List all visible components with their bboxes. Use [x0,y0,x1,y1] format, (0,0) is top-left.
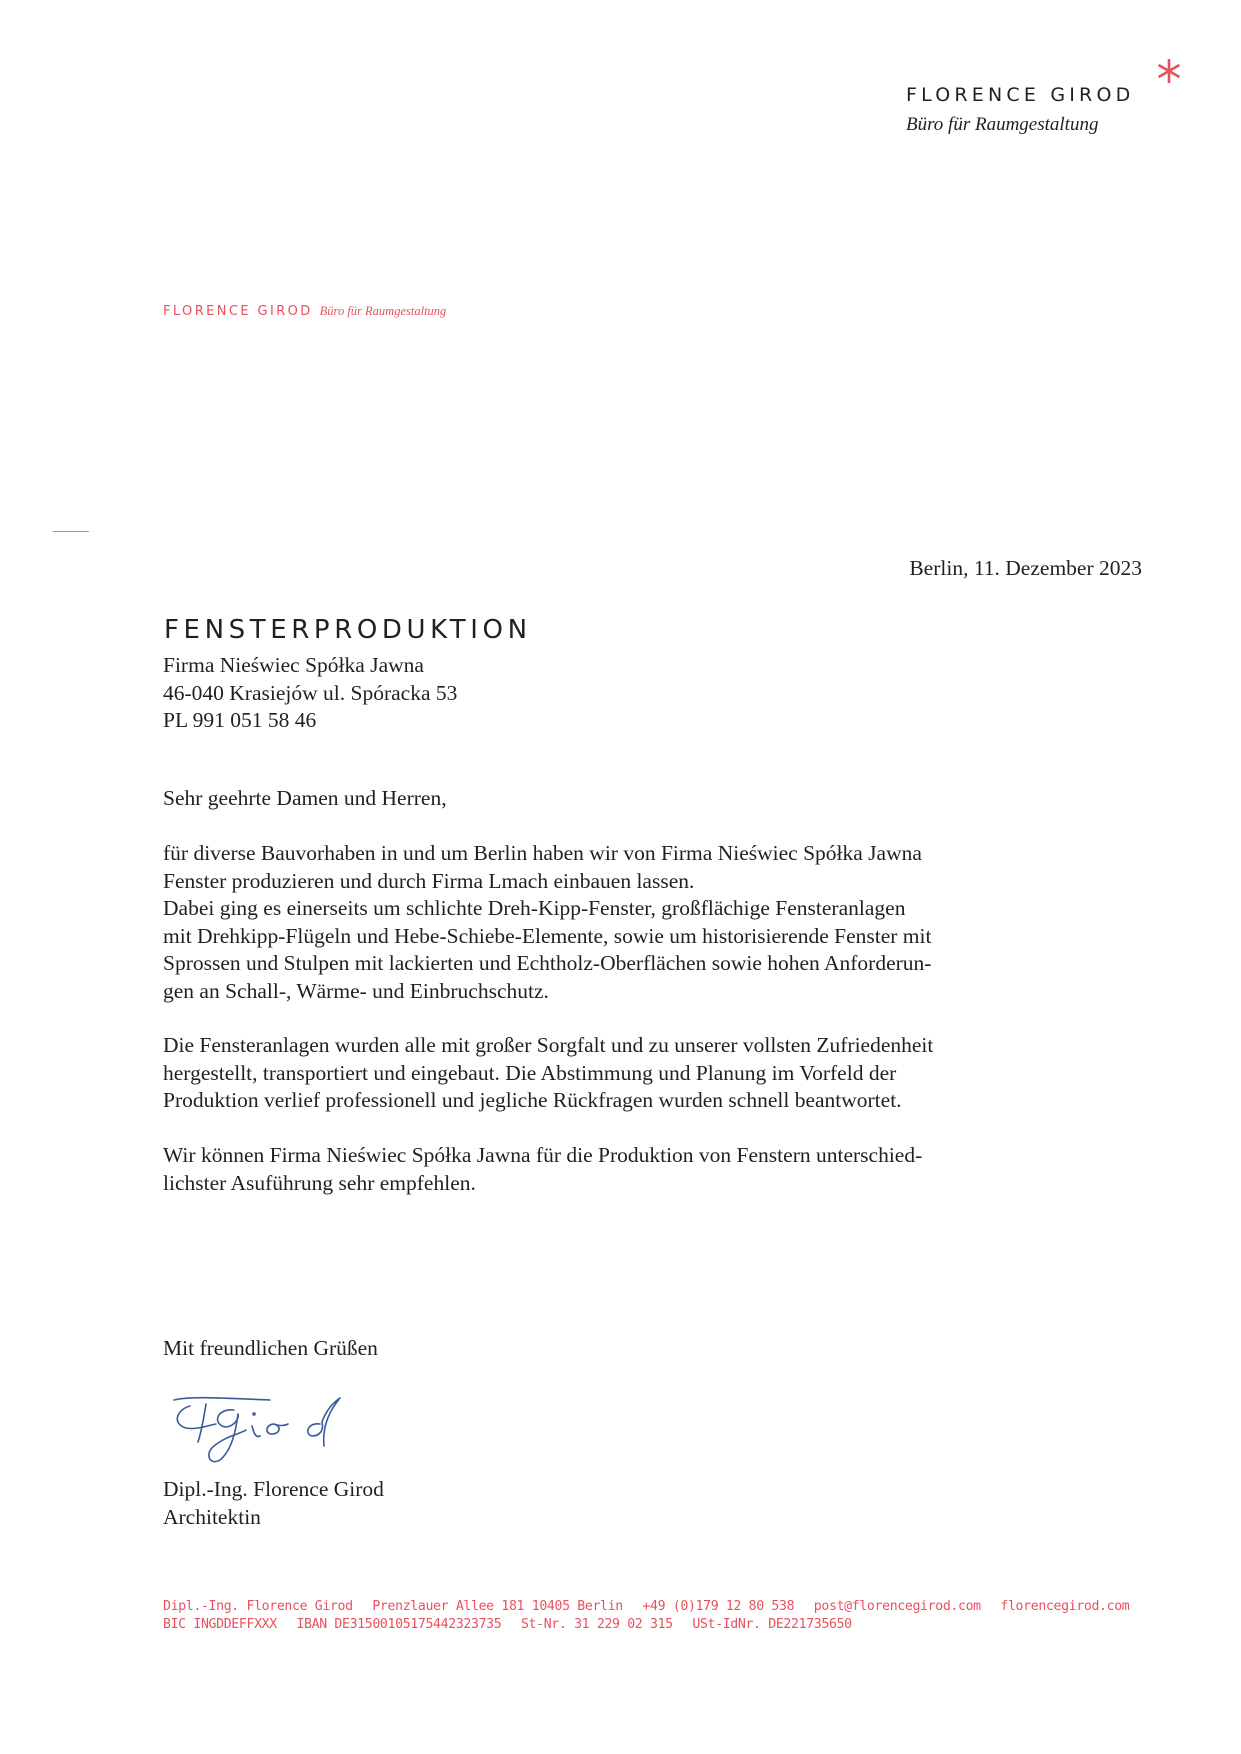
footer-tax-number: St-Nr. 31 229 02 315 [520,1617,673,1632]
salutation: Sehr geehrte Damen und Herren, [163,786,447,810]
paragraph-line: mit Drehkipp-Flügeln und Hebe-Schiebe-Elemente, sowie um historisierende Fenster mit [163,923,932,948]
footer-owner: Dipl.-Ing. Florence Girod [163,1599,353,1614]
recipient-vat-id: PL 991 051 58 46 [163,708,317,732]
return-address-name: FLORENCE GIROD [163,304,313,319]
paragraph-line: lichster Asuführung sehr empfehlen. [163,1170,476,1195]
signature-icon [170,1390,370,1470]
recipient-address [163,652,457,735]
paragraph-line: Produktion verlief professionell und jegliche Rückfragen wurden schnell beantwortet. [163,1088,902,1112]
return-address [163,302,446,320]
paragraph-line: Wir können Firma Nieświec Spółka Jawna für die Produktion von Fenstern unterschied- [163,1143,923,1167]
footer-phone[interactable]: +49 (0)179 12 80 538 [642,1599,795,1614]
paragraph-line: Dabei ging es einerseits um schlichte Dreh-Kipp-Fenster, großflächige Fensteranlagen [163,896,906,920]
paragraph-line: Fenster produzieren und durch Firma Lmach einbauen lassen. [163,868,695,893]
signer-name: Dipl.-Ing. Florence Girod [163,1477,384,1501]
footer [163,1598,1141,1634]
fold-mark [53,531,89,532]
return-address-tagline: Büro für Raumgestaltung [319,304,447,318]
footer-bic: BIC INGDDEFFXXX [163,1617,277,1632]
asterisk-icon [1156,58,1182,84]
paragraph-line: Die Fensteranlagen wurden alle mit großer Sorgfalt und zu unserer vollsten Zufriedenheit [163,1033,934,1057]
body-paragraph-1 [163,840,1023,1005]
recipient-heading: FENSTERPRODUKTION [164,615,532,645]
letter-date: Berlin, 11. Dezember 2023 [909,556,1142,580]
signer-block [163,1476,384,1531]
body-paragraph-2 [163,1032,1023,1115]
paragraph-line: hergestellt, transportiert und eingebaut. Die Abstimmung und Planung im Vorfeld der [163,1060,897,1085]
recipient-street: 46-040 Krasiejów ul. Spóracka 53 [163,680,458,705]
footer-address: Prenzlauer Allee 181 10405 Berlin [372,1599,623,1614]
footer-row-contact [163,1598,1141,1616]
letterhead-name: FLORENCE GIROD [906,84,1135,106]
letterhead-tagline: Büro für Raumgestaltung [906,114,1099,135]
footer-vat-id: USt-IdNr. DE221735650 [692,1617,852,1632]
paragraph-line: gen an Schall-, Wärme- und Einbruchschutz. [163,978,549,1003]
footer-website[interactable]: florencegirod.com [1000,1599,1130,1614]
footer-iban: IBAN DE31500105175442323735 [296,1617,502,1632]
footer-row-banking [163,1616,1141,1634]
footer-email[interactable]: post@florencegirod.com [813,1599,981,1614]
paragraph-line: für diverse Bauvorhaben in und um Berlin haben wir von Firma Nieświec Spółka Jawna [163,841,922,865]
body-paragraph-3 [163,1142,1023,1197]
closing: Mit freundlichen Grüßen [163,1336,378,1360]
paragraph-line: Sprossen und Stulpen mit lackierten und Echtholz-Oberflächen sowie hohen Anforderun- [163,951,932,975]
recipient-company: Firma Nieświec Spółka Jawna [163,653,424,677]
signer-title: Architektin [163,1504,261,1529]
